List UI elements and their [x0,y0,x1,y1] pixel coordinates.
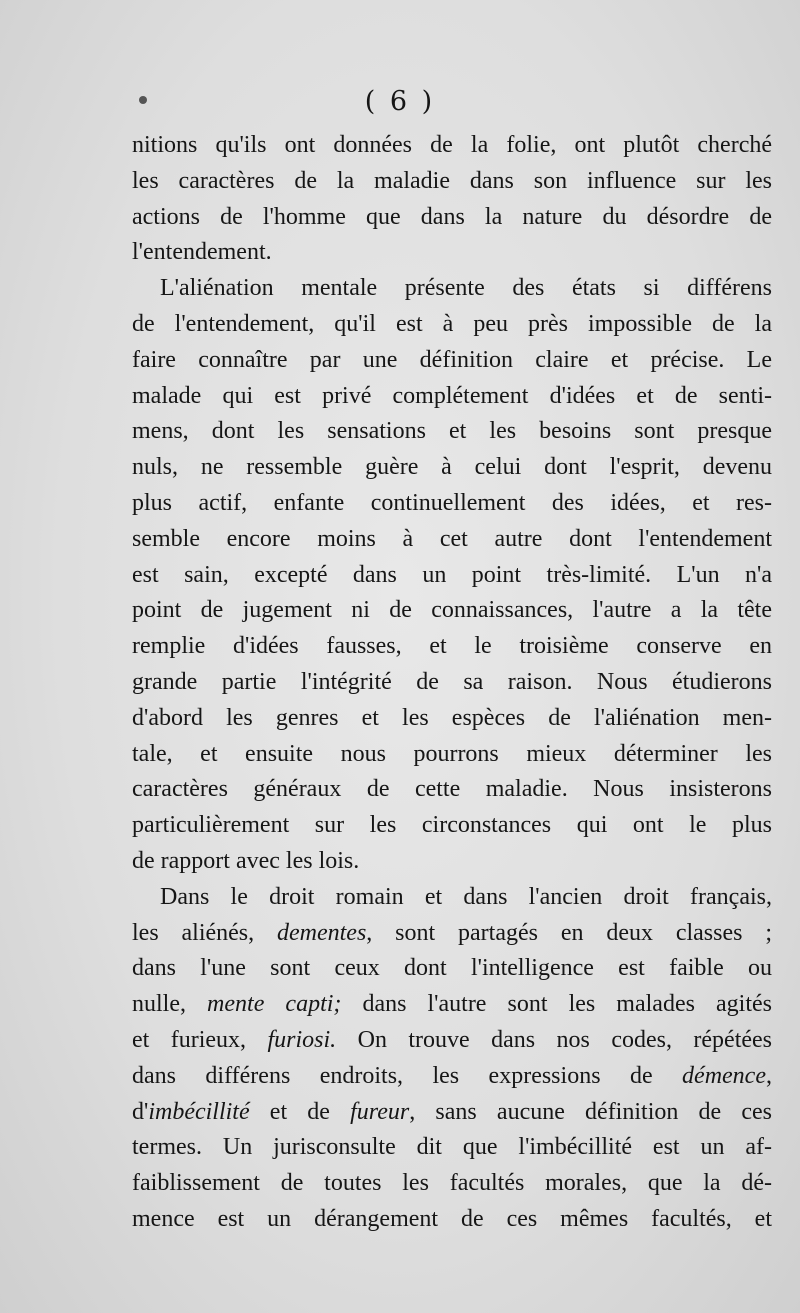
italic-term: dementes [277,919,367,946]
text-line: de rapport avec les lois. [132,847,360,874]
text-line [132,1095,772,1131]
text-run: dans l'autre sont les malades agités [341,991,772,1018]
text-line: faire connaître par une définition claire et précise. Le [132,346,772,373]
text-line: grande partie l'intégrité de sa raison. Nous étudierons [132,668,772,695]
text-line: remplie d'idées fausses, et le troisième conserve en [132,633,772,660]
text-line: nitions qu'ils ont données de la folie, ont plutôt cherché [132,132,772,158]
page-number-header: ( 6 ) [364,86,436,117]
text-line: faiblissement de toutes les facultés morales, que la dé- [132,1170,772,1197]
text-line: caractères généraux de cette maladie. Nous insisterons [132,776,772,803]
text-line [132,1059,772,1095]
text-line [132,916,772,952]
text-line: l'entendement. [132,239,272,266]
text-line: nuls, ne ressemble guère à celui dont l'esprit, devenu [132,454,772,481]
text-line: tale, et ensuite nous pourrons mieux déterminer les [132,740,772,767]
text-line [132,1023,772,1059]
text-run: les aliénés, [132,919,277,946]
text-line: Dans le droit romain et dans l'ancien droit français, [160,883,772,910]
text-run: nulle, [132,991,208,1018]
text-line: est sain, excepté dans un point très-limité. L'un n'a [132,561,772,588]
text-line: point de jugement ni de connaissances, l'autre a la tête [132,597,772,624]
body-text [132,128,772,1238]
italic-term: imbécillité [148,1098,250,1125]
text-run: , sans aucune définition de ces [409,1098,772,1125]
text-line: L'aliénation mentale présente des états si différens [160,275,772,302]
text-line: mence est un dérangement de ces mêmes facultés, et [132,1205,772,1232]
text-run: On trouve dans nos codes, répétées [336,1026,773,1053]
text-line: mens, dont les sensations et les besoins sont presque [132,418,772,445]
text-run: et furieux, [132,1026,268,1053]
italic-term: démence [682,1062,766,1089]
text-line: termes. Un jurisconsulte dit que l'imbécillité est un af- [132,1134,772,1161]
text-run: , sont partagés en deux classes ; [366,919,772,946]
text-run: et de [249,1098,351,1125]
text-line: d'abord les genres et les espèces de l'aliénation men- [132,704,772,731]
text-line: semble encore moins à cet autre dont l'entendement [132,525,772,552]
text-run: , [766,1062,772,1089]
text-line: dans l'une sont ceux dont l'intelligence est faible ou [132,955,772,982]
text-line: actions de l'homme que dans la nature du désordre de [132,203,772,230]
italic-term: furiosi. [267,1026,337,1053]
italic-term: fureur [350,1098,410,1125]
italic-term: mente capti; [207,991,342,1018]
text-line [132,987,772,1023]
text-line: particulièrement sur les circonstances qui ont le plus [132,812,772,839]
text-run: d' [132,1098,149,1125]
text-line: les caractères de la maladie dans son influence sur les [132,167,772,194]
text-line: de l'entendement, qu'il est à peu près impossible de la [132,310,772,337]
text-line: malade qui est privé complétement d'idées et de senti- [132,382,772,409]
text-run: dans différens endroits, les expressions de [132,1062,683,1089]
text-line: plus actif, enfante continuellement des idées, et res- [132,489,772,516]
